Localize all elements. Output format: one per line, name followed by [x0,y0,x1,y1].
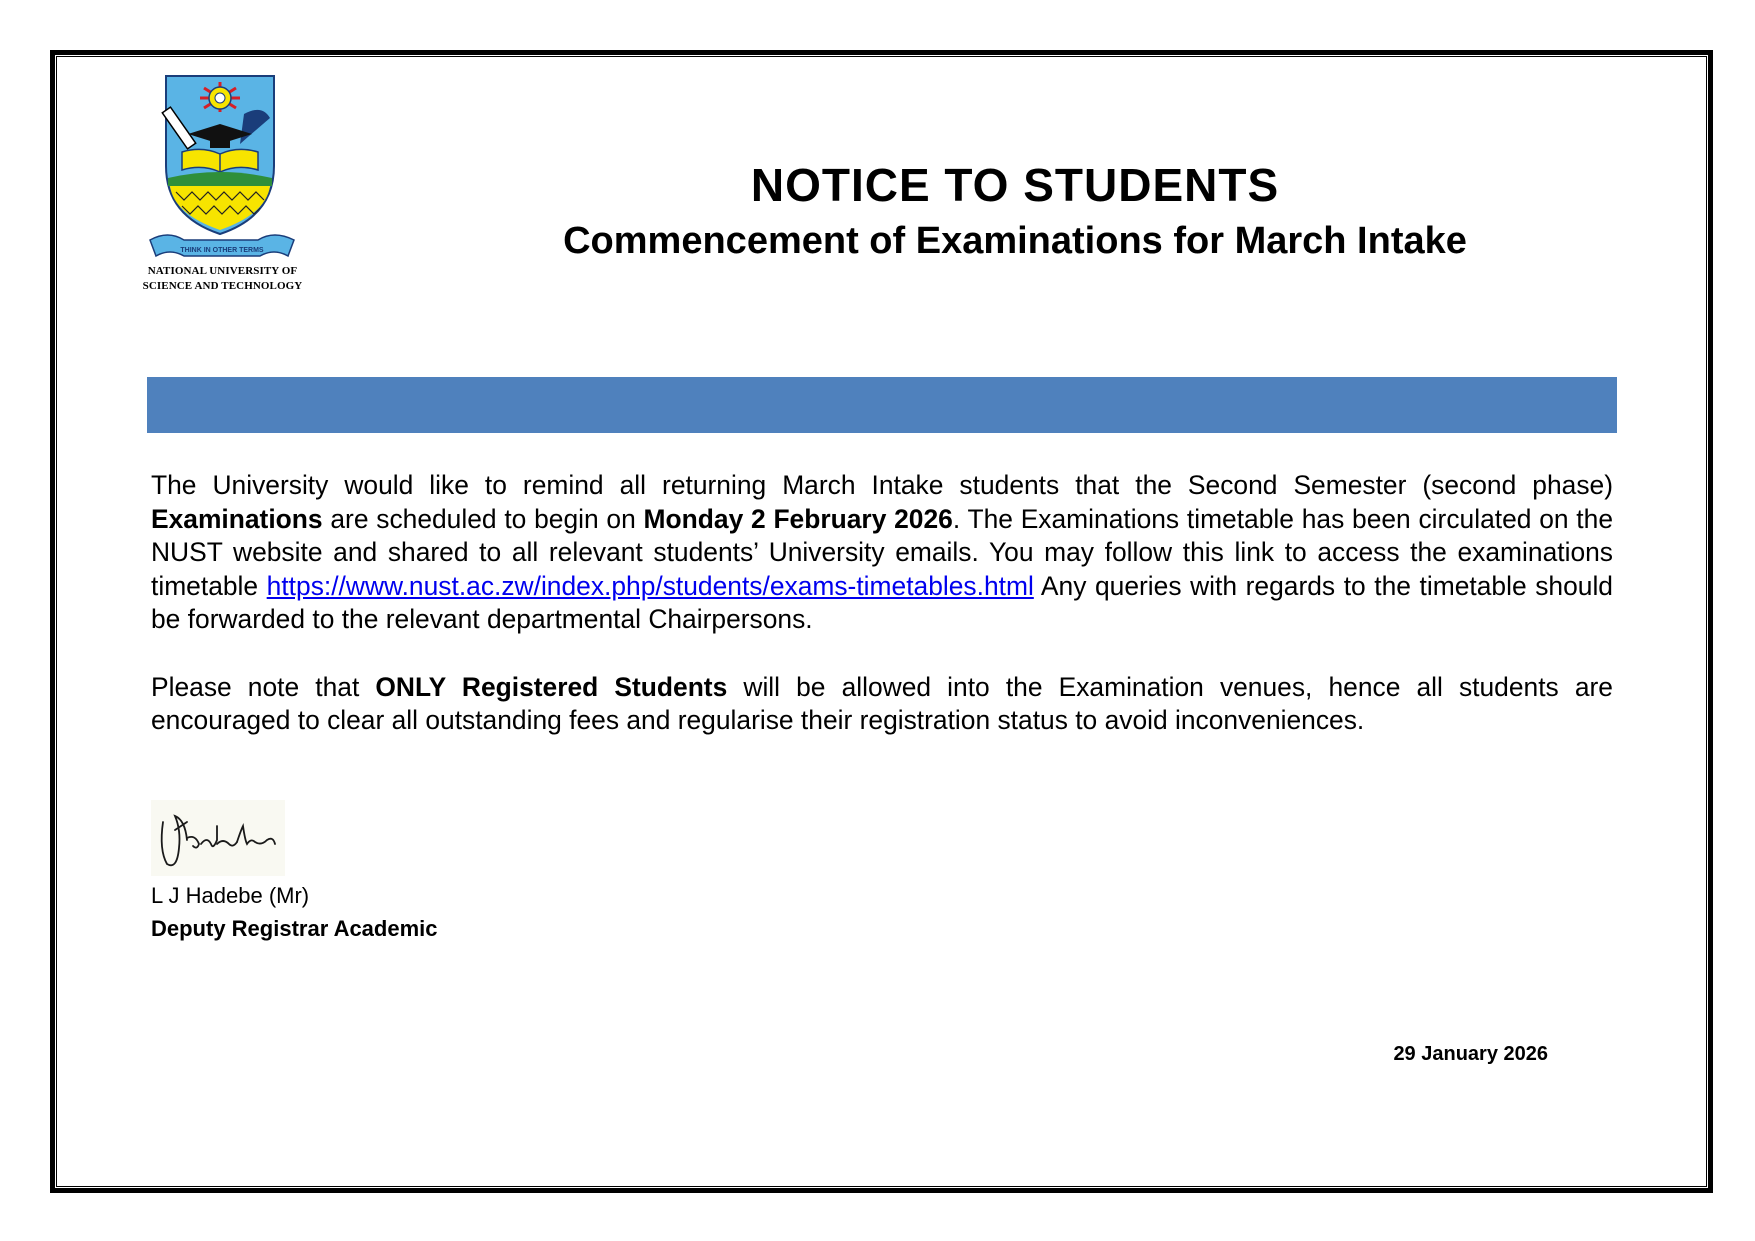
logo-motto: THINK IN OTHER TERMS [180,247,264,254]
p1-text-2: are scheduled to begin on [322,503,644,534]
p1-text-4: Any queries with regards to the timetable should be forwarded to the relevant departmental Chairpersons. [151,570,1613,635]
logo-caption-line1: NATIONAL UNIVERSITY OF [147,265,298,277]
notice-body [151,469,1613,771]
timetable-link[interactable]: https://www.nust.ac.zw/index.php/students/exams-timetables.html [266,570,1034,601]
p1-bold-date: Monday 2 February 2026 [643,503,953,534]
p1-text-1: The University would like to remind all returning March Intake students that the Second Semester (second phase) [151,470,1613,500]
logo-caption-line2: SCIENCE AND TECHNOLOGY [142,280,303,292]
signature-image [151,800,285,876]
p2-text-2: will be allowed into the Examination venues, hence all students are encouraged to clear all outstanding fees and regularise their registration status to avoid inconveniences. [151,671,1613,736]
notice-subtitle: Commencement of Examinations for March Intake [563,220,1467,262]
logo-caption [130,264,315,294]
crest-icon [148,74,298,264]
body-paragraph-2 [151,671,1613,738]
p1-text-3: . The Examinations timetable has been circulated on the NUST website and shared to all relevant students’ University emails. You may follow this link to access the examinations timetable [151,503,1613,601]
p1-bold-examinations: Examinations [151,503,323,534]
notice-title: NOTICE TO STUDENTS [750,159,1280,211]
notice-date: 29 January 2026 [1393,1043,1548,1065]
header-band [147,377,1617,433]
body-paragraph-1 [151,469,1613,637]
signer-name: L J Hadebe (Mr) [151,883,310,908]
signer-title: Deputy Registrar Academic [151,916,438,941]
p2-bold-registered: ONLY Registered Students [375,671,728,702]
university-logo [130,74,315,299]
p2-text-1: Please note that [151,671,376,702]
